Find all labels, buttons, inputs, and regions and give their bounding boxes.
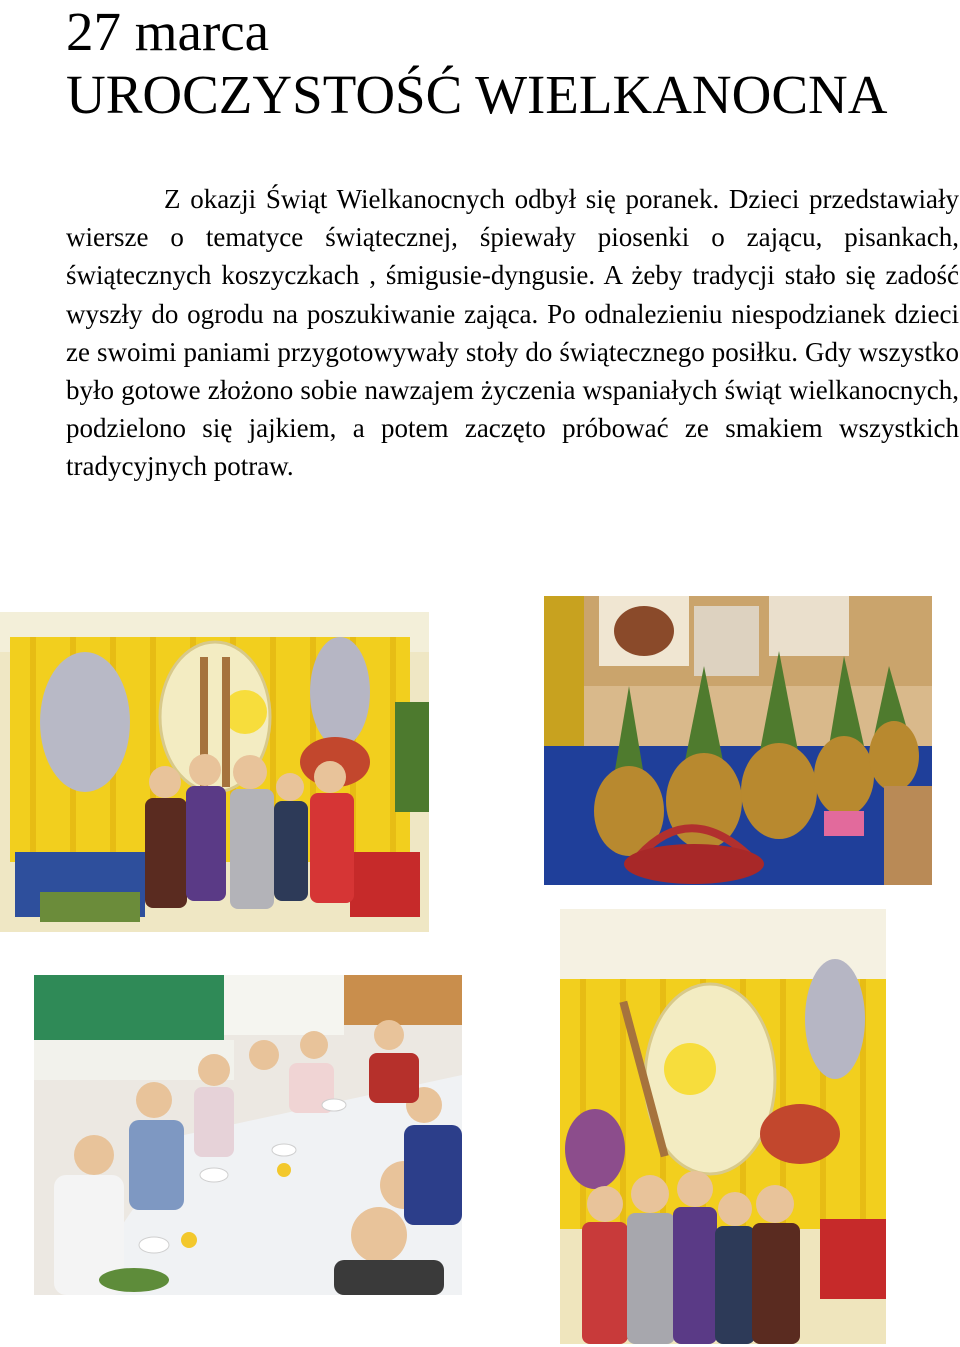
article-body: Z okazji Świąt Wielkanocnych odbył się poranek. Dzieci przedstawiały wiersze o tematyce świątecznej, śpiewały piosenki o zającu, pisankach, świątecznych koszyczkach , śmigusie-dyngusie. A żeby tradycji stało się zadość wyszły do ogrodu na poszukiwanie zająca. Po odnalezieniu niespodzianek dzieci ze swoimi paniami przygotowywały stoły do świątecznego posiłku. Gdy wszystko było gotowe złożono sobie nawzajem życzenia wspaniałych świąt wielkanocnych, podzielono się jajkiem, a potem zaczęto próbować ze smakiem wszystkich tradycyjnych potraw. xyxy=(66,184,959,482)
photo-children-easter-mural xyxy=(0,612,429,932)
photo-children-easter-mural-image xyxy=(0,612,429,932)
photo-pineapple-baskets-table-image xyxy=(544,596,932,885)
title-event: UROCZYSTOŚĆ WIELKANOCNA xyxy=(66,64,888,125)
photo-children-at-table-image xyxy=(34,975,462,1295)
page-title xyxy=(66,0,887,126)
photo-pineapple-baskets-table xyxy=(544,596,932,885)
photo-children-mural-portrait xyxy=(560,909,886,1344)
title-date: 27 marca xyxy=(66,1,270,62)
photo-children-mural-portrait-image xyxy=(560,909,886,1344)
photo-children-at-table xyxy=(34,975,462,1295)
